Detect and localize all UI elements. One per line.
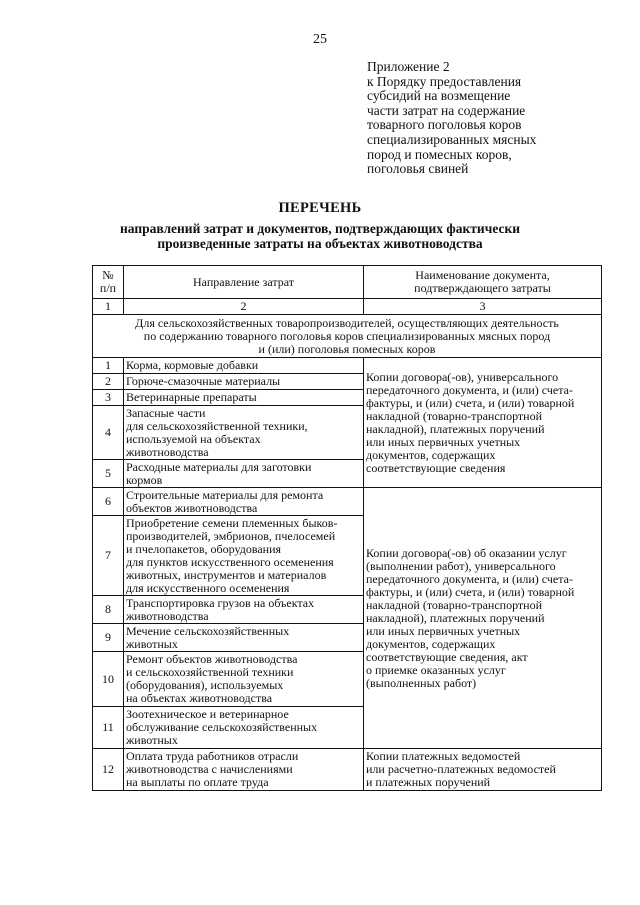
cost-direction-line: и сельскохозяйственной техники (126, 665, 294, 679)
appendix-note (367, 60, 622, 177)
header-document-line: подтверждающего затраты (414, 281, 551, 295)
row-number: 9 (93, 624, 124, 652)
appendix-line: Приложение 2 (367, 59, 450, 74)
document-line: (выполнении работ), универсального (366, 558, 556, 573)
document-line: накладной), платежных поручений (366, 610, 545, 625)
cost-direction-cell (124, 516, 364, 596)
cost-direction-line: Горюче-смазочные материалы (126, 374, 281, 388)
document-line: передаточного документа, и (или) счета- (366, 571, 573, 586)
cost-direction-line: животных, инструментов и материалов (126, 567, 327, 582)
column-number-cell: 3 (364, 299, 602, 315)
appendix-line: части затрат на содержание (367, 102, 526, 118)
section-line: Для сельскохозяйственных товаропроизводителей, осуществляющих деятельность (135, 315, 559, 330)
document-line: накладной), платежных поручений (366, 421, 545, 436)
cost-direction-line: Оплата труда работников отрасли (126, 749, 299, 763)
cost-direction-cell (124, 596, 364, 624)
header-document-line: Наименование документа, (415, 268, 550, 282)
column-number-cell: 2 (124, 299, 364, 315)
cost-direction-cell (124, 406, 364, 460)
cost-direction-cell (124, 707, 364, 749)
row-number: 6 (93, 488, 124, 516)
document-line: о приемке оказанных услуг (366, 662, 506, 677)
cost-direction-line: Строительные материалы для ремонта (126, 487, 324, 502)
document-line: фактуры, и (или) счета, и (или) товарной (366, 395, 575, 410)
appendix-line: к Порядку предоставления (367, 73, 522, 89)
cost-direction-line: и пчелопакетов, оборудования (126, 541, 282, 556)
section-heading-cell (93, 315, 602, 358)
document-line: или расчетно-платежных ведомостей (366, 762, 556, 776)
header-document-cell (364, 266, 602, 299)
row-number: 11 (93, 707, 124, 749)
document-line: соответствующие сведения, акт (366, 649, 528, 664)
table-row (93, 749, 602, 791)
cost-direction-cell (124, 652, 364, 707)
appendix-line: поголовья свиней (367, 161, 469, 177)
cost-directions-table (92, 265, 602, 791)
cost-direction-cell (124, 488, 364, 516)
appendix-line: специализированных мясных (367, 131, 537, 147)
document-line: и платежных поручений (366, 775, 491, 789)
cost-direction-line: обслуживание сельскохозяйственных (126, 720, 318, 734)
cost-direction-line: (оборудования), используемых (126, 678, 284, 692)
cost-direction-line: на объектах животноводства (126, 691, 273, 705)
cost-direction-cell (124, 749, 364, 791)
cost-direction-line: Ветеринарные препараты (126, 390, 257, 404)
document-line: передаточного документа, и (или) счета- (366, 382, 573, 397)
document-line: Копии договора(-ов) об оказании услуг (366, 545, 567, 560)
row-number: 3 (93, 390, 124, 406)
header-number-line: № (102, 268, 114, 282)
cost-direction-line: кормов (126, 472, 163, 487)
page-number: 25 (313, 32, 327, 47)
header-number-cell (93, 266, 124, 299)
cost-direction-line: животных (126, 636, 178, 651)
cost-direction-line: животноводства с начислениями (126, 762, 293, 776)
row-number: 1 (93, 358, 124, 374)
cost-direction-line: Запасные части (126, 405, 206, 420)
documents-cell-group-1 (364, 358, 602, 488)
appendix-line: пород и помесных коров, (367, 146, 512, 162)
document-line: или иных первичных учетных (366, 623, 521, 638)
document-title: ПЕРЕЧЕНЬ (278, 200, 362, 216)
cost-direction-line: на выплаты по оплате труда (126, 775, 269, 789)
row-number: 5 (93, 460, 124, 488)
row-number: 7 (93, 516, 124, 596)
cost-direction-line: животных (126, 733, 178, 747)
cost-direction-cell (124, 624, 364, 652)
document-line: или иных первичных учетных (366, 434, 521, 449)
cost-direction-line: Приобретение семени племенных быков- (126, 515, 338, 530)
section-row (93, 315, 602, 358)
document-line: накладной (товарно-транспортной (366, 408, 542, 423)
header-number-line: п/п (99, 281, 117, 295)
documents-cell-group-2 (364, 488, 602, 749)
document-subtitle (0, 221, 640, 251)
subtitle-line: направлений затрат и документов, подтверждающих фактически (119, 221, 521, 236)
cost-direction-line: Мечение сельскохозяйственных (126, 623, 290, 638)
document-line: Копии договора(-ов), универсального (366, 369, 559, 384)
column-number-cell: 1 (93, 299, 124, 315)
cost-direction-line: Корма, кормовые добавки (126, 358, 259, 372)
cost-direction-line: для искусственного осеменения (126, 580, 290, 595)
column-number-row (93, 299, 602, 315)
document-line: Копии платежных ведомостей (366, 749, 521, 763)
row-number: 8 (93, 596, 124, 624)
cost-direction-line: производителей, эмбрионов, пчелосемей (126, 528, 336, 543)
document-line: документов, содержащих (366, 636, 496, 651)
cost-direction-line: животноводства (126, 608, 209, 623)
appendix-line: товарного поголовья коров (367, 117, 522, 133)
cost-direction-cell (124, 374, 364, 390)
subtitle-line: произведенные затраты на объектах животноводства (157, 236, 483, 251)
row-number: 12 (93, 749, 124, 791)
cost-direction-line: для пунктов искусственного осеменения (126, 554, 334, 569)
cost-direction-line: Ремонт объектов животноводства (126, 652, 298, 666)
cost-direction-line: Зоотехническое и ветеринарное (126, 707, 289, 721)
row-number: 10 (93, 652, 124, 707)
section-line: и (или) поголовья помесных коров (258, 341, 436, 356)
document-line: соответствующие сведения (366, 460, 506, 475)
document-line: фактуры, и (или) счета, и (или) товарной (366, 584, 575, 599)
cost-direction-line: Расходные материалы для заготовки (126, 459, 312, 474)
cost-direction-cell (124, 460, 364, 488)
cost-direction-line: Транспортировка грузов на объектах (126, 595, 315, 610)
document-line: (выполненных работ) (366, 675, 477, 690)
cost-direction-line: для сельскохозяйственной техники, (126, 418, 308, 433)
table-row (93, 488, 602, 516)
table-row (93, 358, 602, 374)
documents-cell-group-3 (364, 749, 602, 791)
header-direction-cell: Направление затрат (124, 266, 364, 299)
document-line: накладной (товарно-транспортной (366, 597, 542, 612)
cost-direction-line: используемой на объектах (126, 431, 261, 446)
appendix-line: субсидий на возмещение (367, 88, 511, 104)
section-line: по содержанию товарного поголовья коров специализированных мясных пород (143, 328, 551, 343)
row-number: 4 (93, 406, 124, 460)
cost-direction-line: животноводства (126, 444, 209, 459)
table-header-row (93, 266, 602, 299)
document-line: документов, содержащих (366, 447, 496, 462)
cost-direction-line: объектов животноводства (126, 500, 258, 515)
cost-direction-cell (124, 390, 364, 406)
cost-direction-cell (124, 358, 364, 374)
row-number: 2 (93, 374, 124, 390)
